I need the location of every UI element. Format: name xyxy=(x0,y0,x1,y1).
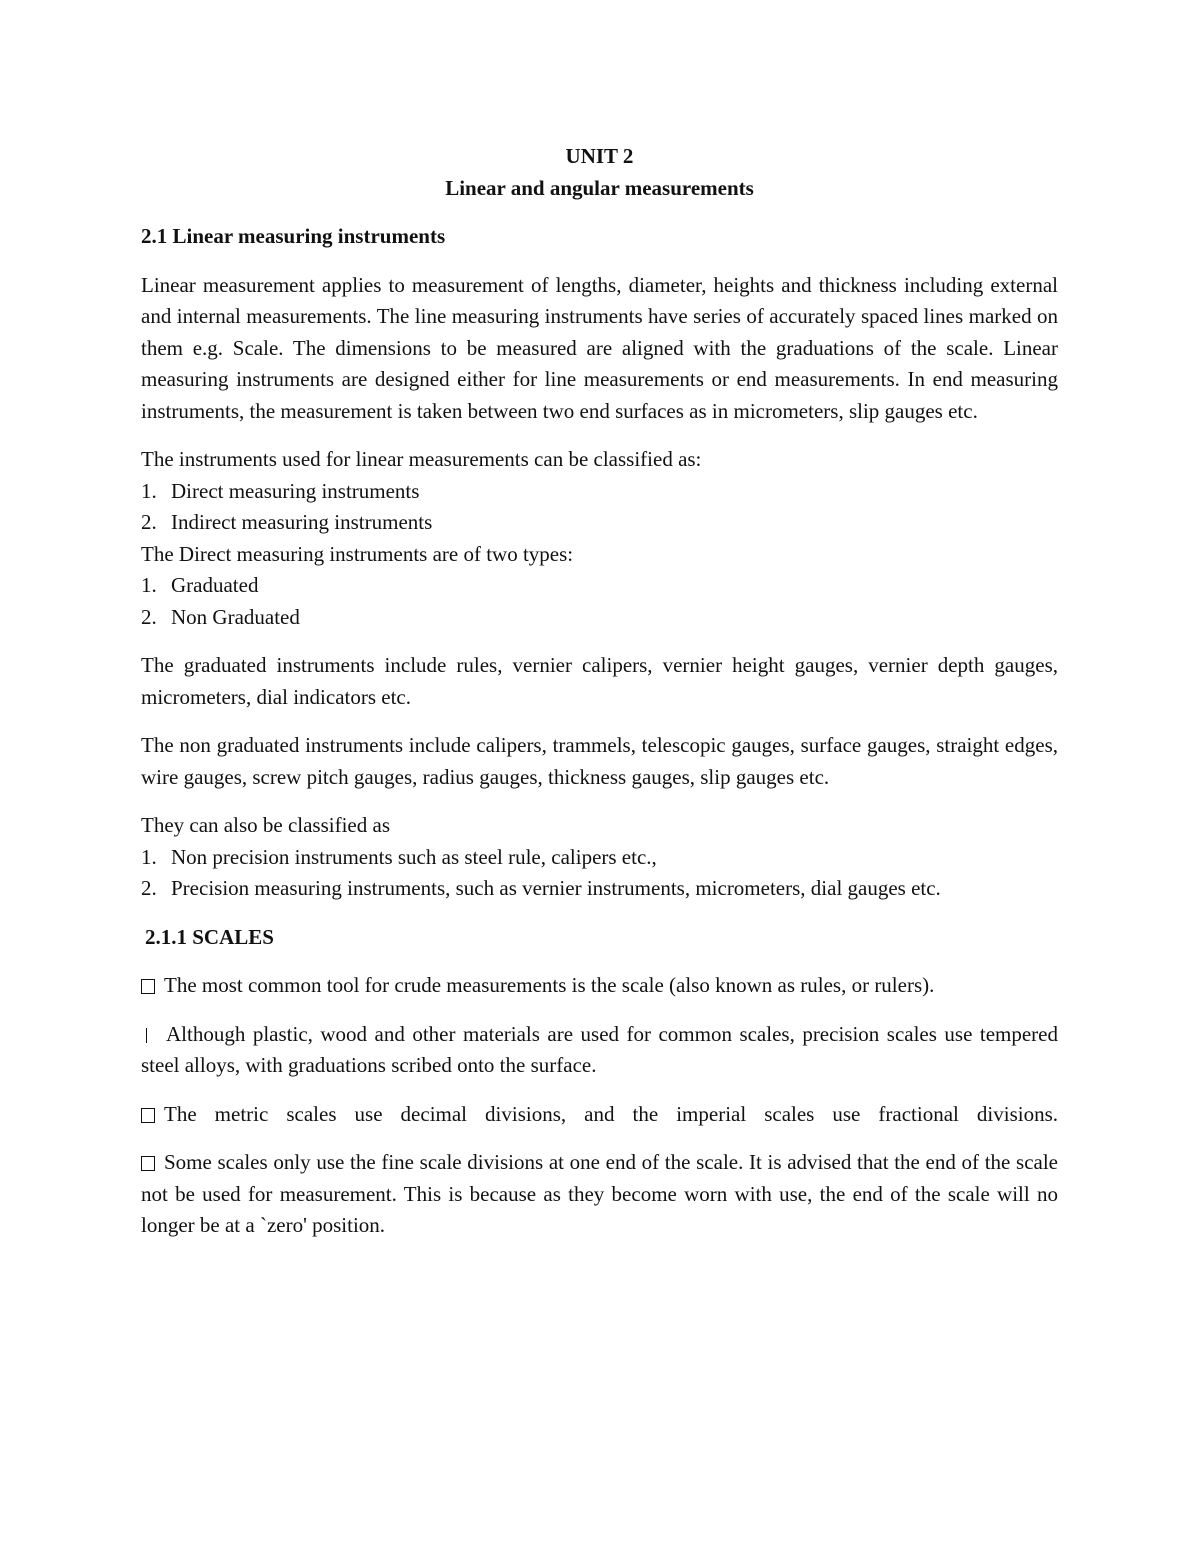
list-text: Non precision instruments such as steel rule, calipers etc., xyxy=(171,844,657,869)
bullet-text: The metric scales use decimal divisions, and the imperial scales use fractional divisions. xyxy=(164,1101,1058,1126)
spacer xyxy=(141,204,1058,221)
spacer xyxy=(141,953,1058,970)
square-bullet-icon xyxy=(141,1156,155,1171)
list-number: 1. xyxy=(141,478,157,503)
page-content xyxy=(141,141,1058,1242)
list-item xyxy=(141,842,1058,874)
scale-bullet xyxy=(141,970,1058,1002)
bullet-text: The most common tool for crude measurements is the scale (also known as rules, or rulers). xyxy=(164,973,935,997)
spacer xyxy=(141,793,1058,810)
document-title: Linear and angular measurements xyxy=(445,175,754,200)
spacer xyxy=(141,427,1058,444)
square-bullet-icon xyxy=(141,979,155,994)
list-text: Non Graduated xyxy=(171,604,300,629)
spacer xyxy=(141,1130,1058,1147)
list-text: Direct measuring instruments xyxy=(171,478,420,503)
list-number: 1. xyxy=(141,573,157,597)
scale-bullet xyxy=(141,1147,1058,1242)
direct-lead: The Direct measuring instruments are of two types: xyxy=(141,541,574,566)
spacer xyxy=(141,1082,1058,1099)
list-item xyxy=(141,507,1058,539)
list-item xyxy=(141,873,1058,905)
unit-title: UNIT 2 xyxy=(565,144,634,168)
non-graduated-paragraph: The non graduated instruments include calipers, trammels, telescopic gauges, surface gauges, straight edges, wire gauges, screw pitch gauges, radius gauges, thickness gauges, slip gauges etc. xyxy=(141,733,1058,789)
spacer xyxy=(141,633,1058,650)
bar-bullet-icon xyxy=(146,1028,147,1043)
spacer xyxy=(141,713,1058,730)
bullet-text: Some scales only use the fine scale divisions at one end of the scale. It is advised that the end of the scale not be used for measurement. This is because as they become worn with use, the end of the scale will no longer be at a `zero' position. xyxy=(141,1150,1058,1237)
scale-bullet xyxy=(141,1019,1058,1082)
list-number: 2. xyxy=(141,510,157,534)
list-item xyxy=(141,570,1058,602)
list-number: 2. xyxy=(141,876,157,900)
scale-bullet xyxy=(141,1099,1058,1131)
list-text: Graduated xyxy=(171,573,259,597)
intro-paragraph: Linear measurement applies to measurement of lengths, diameter, heights and thickness including external and internal measurements. The line measuring instruments have series of accurately spaced lines marked on them e.g. Scale. The dimensions to be measured are aligned with the graduations of the scale. Linear measuring instruments are designed either for line measurements or end measurements. In end measuring instruments, the measurement is taken between two end surfaces as in micrometers, slip gauges etc. xyxy=(141,272,1058,423)
list-item xyxy=(141,602,1058,634)
list-text: Indirect measuring instruments xyxy=(171,510,433,534)
bullet-text: Although plastic, wood and other materials are used for common scales, precision scales use tempered steel alloys, with graduations scribed onto the surface. xyxy=(141,1021,1058,1077)
list-number: 2. xyxy=(141,604,157,629)
spacer xyxy=(141,1002,1058,1019)
classified-lead: The instruments used for linear measurements can be classified as: xyxy=(141,447,702,471)
spacer xyxy=(141,905,1058,922)
list-number: 1. xyxy=(141,844,157,869)
square-bullet-icon xyxy=(141,1108,155,1123)
also-classified-lead: They can also be classified as xyxy=(141,813,390,837)
list-text: Precision measuring instruments, such as vernier instruments, micrometers, dial gauges etc. xyxy=(171,876,941,900)
list-item xyxy=(141,476,1058,508)
graduated-paragraph: The graduated instruments include rules, vernier calipers, vernier height gauges, vernier depth gauges, micrometers, dial indicators etc. xyxy=(141,653,1058,709)
spacer xyxy=(141,253,1058,270)
section-heading-2-1-1: 2.1.1 SCALES xyxy=(145,924,274,949)
section-heading-2-1: 2.1 Linear measuring instruments xyxy=(141,224,446,248)
